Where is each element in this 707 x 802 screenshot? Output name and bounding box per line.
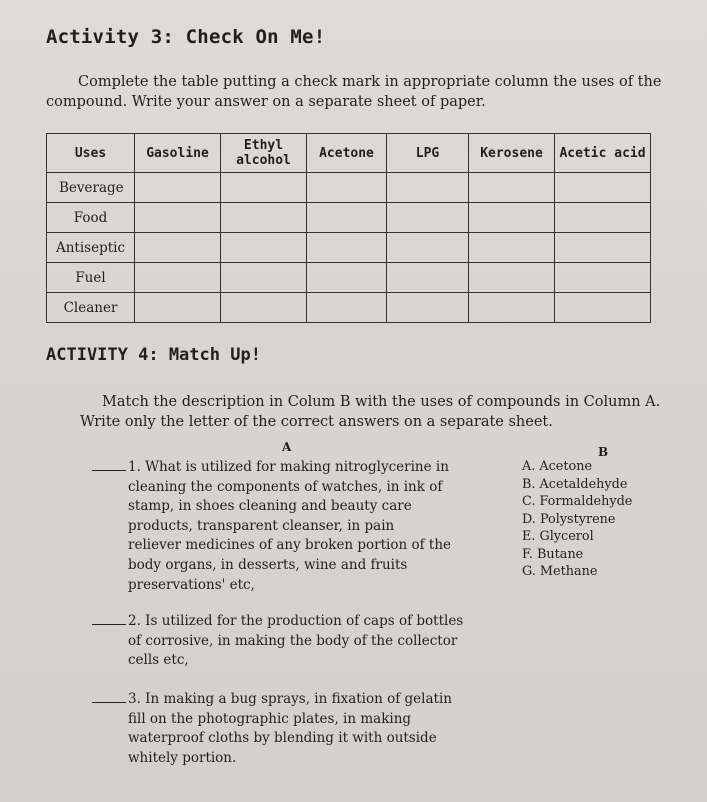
- table-cell[interactable]: [387, 173, 469, 203]
- table-cell[interactable]: [221, 173, 307, 203]
- column-a-label: A: [282, 440, 292, 454]
- question-line: waterproof cloths by blending it with outside: [128, 730, 437, 747]
- table-cell[interactable]: [469, 293, 555, 323]
- table-cell[interactable]: [387, 203, 469, 233]
- question-line: 1. What is utilized for making nitroglycerine in: [128, 459, 449, 475]
- table-row: [47, 203, 651, 233]
- table-cell[interactable]: [221, 203, 307, 233]
- activity4-title: ACTIVITY 4: Match Up!: [46, 345, 261, 365]
- question-line: stamp, in shoes cleaning and beauty care: [128, 498, 412, 515]
- table-cell[interactable]: [555, 173, 651, 203]
- option-f: F. Butane: [522, 546, 584, 562]
- header-lpg: LPG: [387, 134, 469, 173]
- answer-blank-2[interactable]: [92, 611, 126, 625]
- table-cell[interactable]: [387, 263, 469, 293]
- table-cell[interactable]: [221, 233, 307, 263]
- uses-table: [46, 133, 651, 323]
- table-cell[interactable]: [469, 263, 555, 293]
- table-cell[interactable]: [307, 203, 387, 233]
- question-line: body organs, in desserts, wine and fruits: [128, 556, 408, 573]
- column-b-options: [522, 458, 632, 581]
- table-cell[interactable]: [135, 173, 221, 203]
- table-row: [47, 293, 651, 323]
- activity3-instruction-line1: Complete the table putting a check mark in appropriate column the uses of the: [78, 74, 662, 90]
- table-cell[interactable]: [469, 173, 555, 203]
- activity3-instructions: [46, 72, 666, 112]
- table-cell[interactable]: [387, 233, 469, 263]
- table-cell[interactable]: [221, 263, 307, 293]
- header-uses: Uses: [47, 134, 135, 173]
- table-row: [47, 173, 651, 203]
- table-row: [47, 263, 651, 293]
- header-kerosene: Kerosene: [469, 134, 555, 173]
- option-a: A. Acetone: [522, 459, 593, 474]
- table-cell[interactable]: [135, 293, 221, 323]
- row-label-beverage: Beverage: [47, 173, 135, 203]
- option-b: B. Acetaldehyde: [522, 476, 628, 492]
- table-cell[interactable]: [555, 263, 651, 293]
- table-cell[interactable]: [221, 293, 307, 323]
- header-acetic-acid: Acetic acid: [555, 134, 651, 173]
- answer-blank-3[interactable]: [92, 689, 126, 703]
- activity4-instruction-line1: Match the description in Colum B with the uses of compounds in Column A.: [102, 394, 661, 410]
- row-label-food: Food: [47, 203, 135, 233]
- option-g: G. Methane: [522, 564, 598, 579]
- answer-blank-1[interactable]: [92, 457, 126, 471]
- table-cell[interactable]: [135, 203, 221, 233]
- question-line: fill on the photographic plates, in making: [128, 710, 412, 727]
- table-cell[interactable]: [307, 263, 387, 293]
- question-line: preservations' etc,: [128, 576, 255, 593]
- column-b-label: B: [598, 445, 609, 459]
- question-line: 3. In making a bug sprays, in fixation of gelatin: [128, 691, 452, 707]
- table-cell[interactable]: [555, 233, 651, 263]
- question-line: cleaning the components of watches, in ink of: [128, 478, 443, 495]
- activity3-instruction-line2: compound. Write your answer on a separate sheet of paper.: [46, 94, 486, 110]
- option-d: D. Polystyrene: [522, 511, 616, 527]
- table-cell[interactable]: [387, 293, 469, 323]
- question-line: 2. Is utilized for the production of caps of bottles: [128, 613, 464, 629]
- question-3: [92, 689, 472, 768]
- header-acetone: Acetone: [307, 134, 387, 173]
- table-header-row: [47, 134, 651, 173]
- option-c: C. Formaldehyde: [522, 494, 633, 509]
- table-cell[interactable]: [135, 233, 221, 263]
- question-line: products, transparent cleanser, in pain: [128, 517, 395, 534]
- table-cell[interactable]: [307, 173, 387, 203]
- question-line: of corrosive, in making the body of the collector: [128, 632, 458, 649]
- question-2: [92, 611, 472, 671]
- table-cell[interactable]: [555, 293, 651, 323]
- header-ethyl-alcohol: Ethyl alcohol: [221, 134, 307, 173]
- question-line: reliever medicines of any broken portion of the: [128, 537, 452, 554]
- option-e: E. Glycerol: [522, 529, 594, 544]
- table-cell[interactable]: [469, 233, 555, 263]
- table-row: [47, 233, 651, 263]
- activity3-title: Activity 3: Check On Me!: [46, 26, 326, 48]
- table-cell[interactable]: [307, 293, 387, 323]
- row-label-cleaner: Cleaner: [47, 293, 135, 323]
- row-label-fuel: Fuel: [47, 263, 135, 293]
- question-line: whitely portion.: [128, 749, 237, 766]
- row-label-antiseptic: Antiseptic: [47, 233, 135, 263]
- table-cell[interactable]: [469, 203, 555, 233]
- table-cell[interactable]: [555, 203, 651, 233]
- table-cell[interactable]: [135, 263, 221, 293]
- header-gasoline: Gasoline: [135, 134, 221, 173]
- table-cell[interactable]: [307, 233, 387, 263]
- activity4-instruction-line2: Write only the letter of the correct answers on a separate sheet.: [80, 414, 553, 430]
- question-1: [92, 457, 472, 595]
- question-line: cells etc,: [128, 652, 189, 669]
- activity4-instructions: [80, 392, 670, 432]
